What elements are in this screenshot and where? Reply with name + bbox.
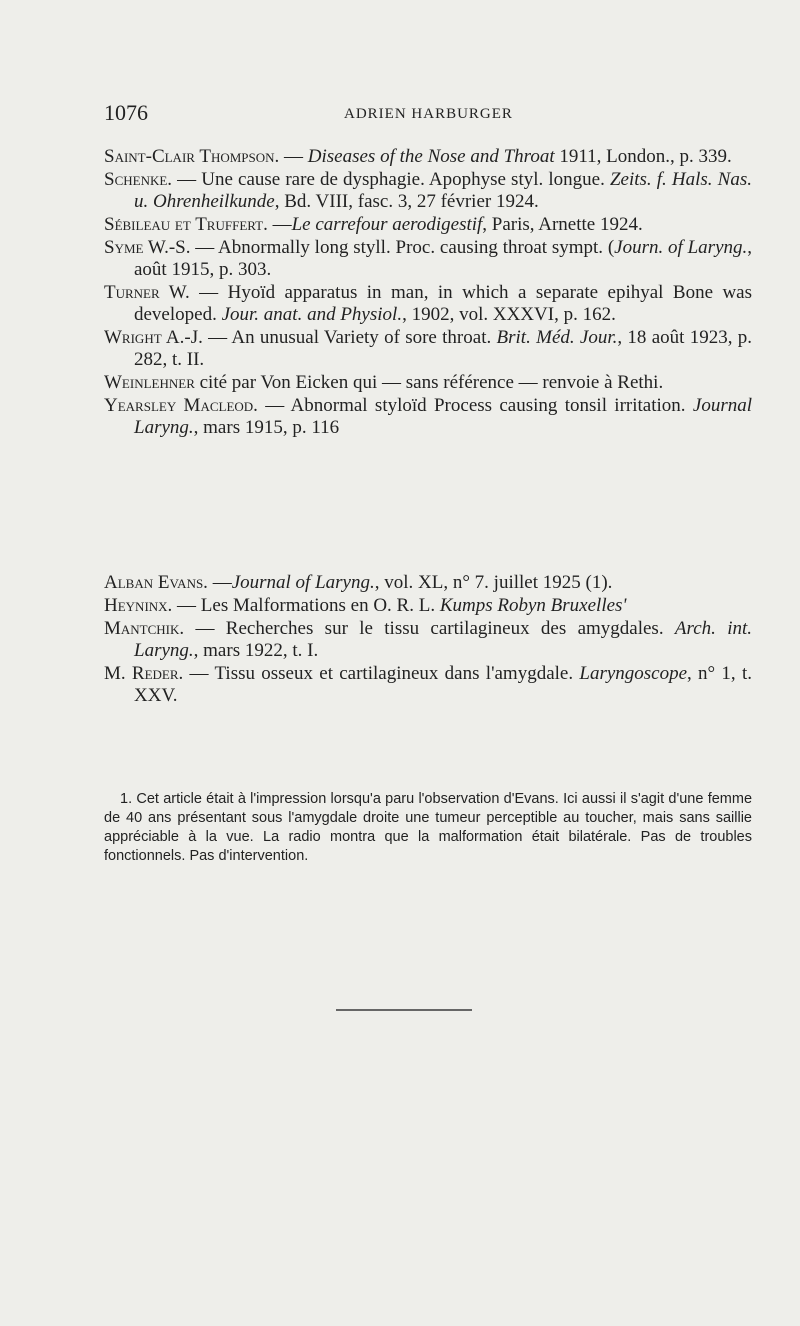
entry-author: Turner W. [104,282,190,303]
entry-text: Une cause rare de dysphagie. Apophyse styl. longue. [201,169,610,190]
entry-text: Les Malformations en O. R. L. [200,595,440,616]
entry-source-title: Kumps Robyn Bruxelles' [439,595,627,616]
entry-author: Sébileau et Truffert. [104,214,268,235]
entry-separator: — [257,395,291,416]
bibliography-entry [104,169,752,213]
entry-text: cité par Von Eicken qui — sans référence — renvoie à Rethi. [199,372,664,393]
bibliography-entry [104,282,752,326]
entry-author: Mantchik. [104,618,185,639]
bibliography-entry [104,372,752,394]
entry-separator: — [189,282,228,303]
entry-text: Tissu osseux et cartilagineux dans l'amygdale. [214,663,580,684]
entry-author: Weinlehner [104,372,195,393]
entry-text: An unusual Variety of sore throat. [231,327,497,348]
entry-text: , mars 1922, t. I. [193,640,319,661]
entry-author: Schenke. [104,169,173,190]
entry-separator: — [184,618,226,639]
page-header [104,100,724,130]
bibliography-entry [104,237,752,281]
entry-text: Abnormally long styll. Proc. causing throat sympt. ( [218,237,615,258]
bibliography-entry [104,214,752,236]
entry-source-title: Le carrefour aerodigestif [291,214,483,235]
entry-text: , Bd. VIII, fasc. 3, 27 février 1924. [274,191,539,212]
bibliography-entry [104,595,752,617]
entry-text: , août 1915, p. 303. [134,237,752,280]
entry-author: Heyninx. [104,595,173,616]
bibliography-entry [104,146,752,168]
entry-author: Syme W.-S. [104,237,191,258]
entry-text: , 18 août 1923, p. 282, t. II. [134,327,753,370]
page-number: 1076 [104,100,148,125]
entry-author: Yearsley Macleod. [104,395,258,416]
bibliography-entry [104,663,752,707]
bibliography-list [104,146,752,440]
entry-author: M. Reder. [104,663,184,684]
entry-source-title: Journal of Laryng. [231,572,375,593]
entry-source-title: Laryngoscope [579,663,688,684]
bibliography-entry [104,327,752,371]
bottom-rule [336,1009,472,1011]
bibliography-entry [104,572,752,594]
footnote-marker: 1. [120,791,133,807]
entry-separator: — [202,327,232,348]
entry-separator: — [172,595,201,616]
entry-text: , mars 1915, p. 116 [193,417,340,438]
entry-source-title: Zeits. f. Hals. Nas. u. Ohrenheilkunde [134,169,752,212]
entry-text: Recherches sur le tissu cartilagineux des amygdales. [225,618,675,639]
entry-separator: — [207,572,232,593]
footnote-text: Cet article était à l'impression lorsqu'a paru l'observation d'Evans. Ici aussi il s'agit d'une femme de 40 ans présentant sous l'amygdale droite une tumeur perceptible au toucher, mais sans saillie appréciable à la vue. La radio montra que la malformation était bilatérale. Pas de troubles fonctionnels. Pas d'intervention. [104,791,753,864]
bibliography-entry [104,395,752,439]
bibliography-entry [104,618,752,662]
entry-separator: — [190,237,219,258]
entry-text: Abnormal styloïd Process causing tonsil irritation. [290,395,693,416]
entry-source-title: Journ. of Laryng. [614,237,748,258]
entry-text: , 1902, vol. XXXVI, p. 162. [402,304,616,325]
entry-separator: — [172,169,202,190]
entry-separator: — [183,663,215,684]
entry-text: 1911, London., p. 339. [554,146,732,167]
entry-source-title: Diseases of the Nose and Throat [307,146,555,167]
entry-text: , Paris, Arnette 1924. [482,214,643,235]
entry-text: Hyoïd apparatus in man, in which a separate epihyal Bone was developed. [134,282,753,325]
footnote [104,790,752,866]
entry-source-title: Arch. int. Laryng. [134,618,753,661]
entry-author: Saint-Clair Thompson. [104,146,280,167]
entry-separator: — [267,214,292,235]
entry-author: Alban Evans. [104,572,208,593]
entry-source-title: Journal Laryng. [134,395,752,438]
bibliography-addendum [104,572,752,708]
running-head: ADRIEN HARBURGER [344,106,513,122]
entry-source-title: Brit. Méd. Jour. [496,327,618,348]
entry-author: Wright A.-J. [104,327,203,348]
entry-source-title: Jour. anat. and Physiol. [221,304,403,325]
entry-text: , vol. XL, n° 7. juillet 1925 (1). [374,572,613,593]
entry-text: , n° 1, t. XXV. [134,663,752,706]
entry-separator: — [279,146,308,167]
